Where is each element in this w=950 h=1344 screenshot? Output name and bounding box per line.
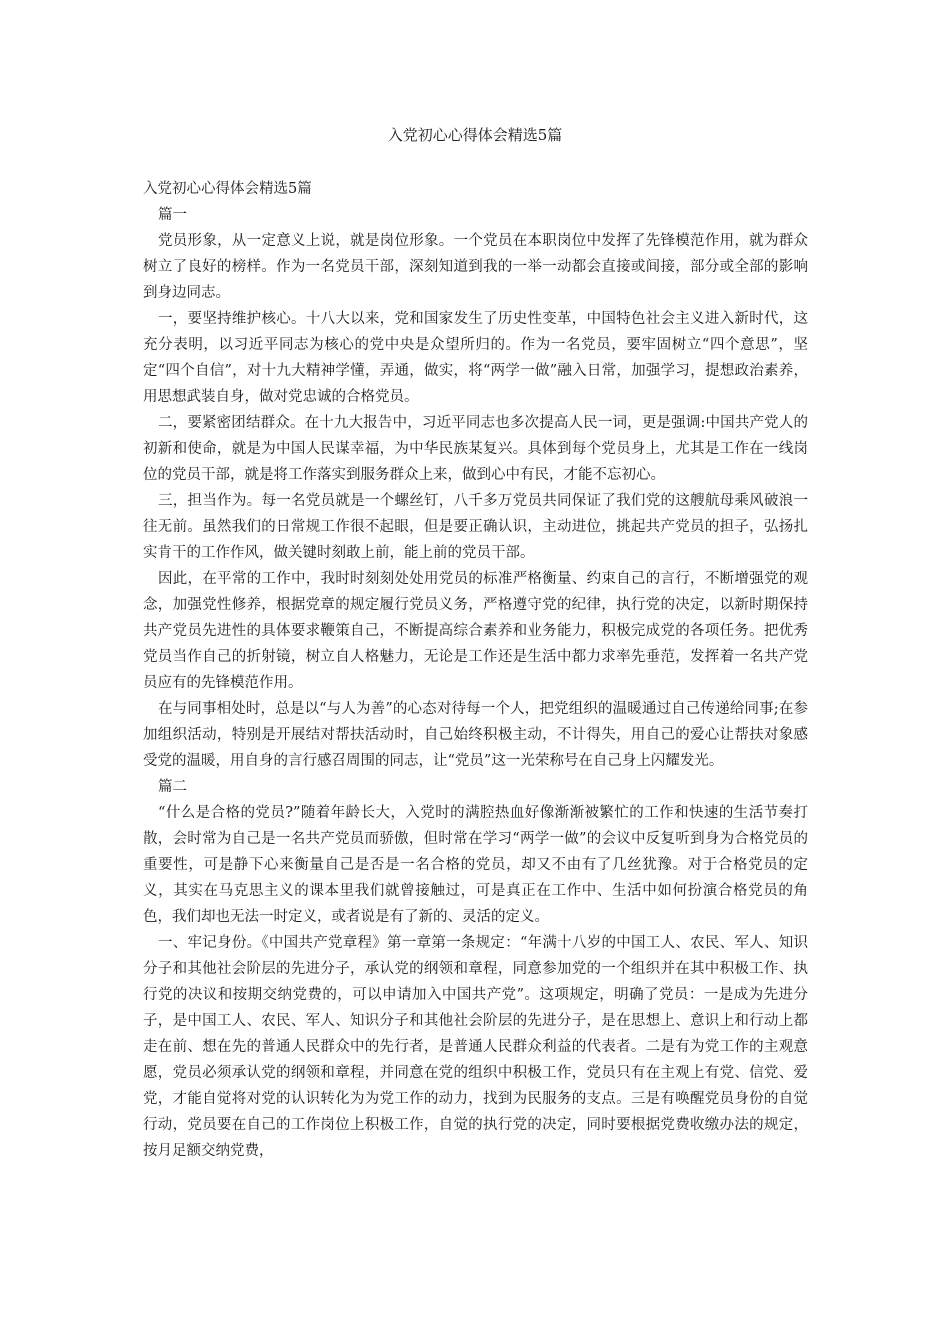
paragraph: 一、牢记身份。《中国共产党章程》第一章第一条规定：“年满十八岁的中国工人、农民、军人、知识分子和其他社会阶层的先进分子，承认党的纲领和章程，同意参加党的一个组织并在其中积极工作、执行党的决议和按期交纳党费的，可以申请加入中国共产党”。这项规定，明确了党员：一是成为先进分子，是中国工人、农民、军人、知识分子和其他社会阶层的先进分子，是在思想上、意识上和行动上都走在前、想在先的普通人民群众中的先行者，是普通人民群众利益的代表者。二是有为党工作的主观意愿，党员必须承认党的纲领和章程，并同意在党的组织中积极工作，党员只有在主观上有党、信党、爱党，才能自觉将对党的认识转化为为党工作的动力，找到为民服务的支点。三是有唤醒党员身份的自觉行动，党员要在自己的工作岗位上积极工作，自觉的执行党的决定，同时要根据党费收缴办法的规定，按月足额交纳党费， (143, 935, 808, 1159)
section-heading: 篇二 (158, 779, 187, 795)
document-body (143, 176, 808, 1164)
paragraph: “什么是合格的党员?”随着年龄长大，入党时的满腔热血好像渐渐被繁忙的工作和快速的生活节奏打散，会时常为自己是一名共产党员而骄傲，但时常在学习“两学一做”的会议中反复听到身为合格党员的重要性，可是静下心来衡量自己是否是一名合格的党员，却又不由有了几丝犹豫。对于合格党员的定义，其实在马克思主义的课本里我们就曾接触过，可是真正在工作中、生活中如何扮演合格党员的角色，我们却也无法一时定义，或者说是有了新的、灵活的定义。 (143, 805, 808, 925)
paragraph: 二，要紧密团结群众。在十九大报告中，习近平同志也多次提高人民一词，更是强调:中国共产党人的初新和使命，就是为中国人民谋幸福，为中华民族某复兴。具体到每个党员身上，尤其是工作在一线岗位的党员干部，就是将工作落实到服务群众上来，做到心中有民，才能不忘初心。 (143, 415, 808, 483)
paragraph: 三，担当作为。每一名党员就是一个螺丝钉，八千多万党员共同保证了我们党的这艘航母乘风破浪一往无前。虽然我们的日常规工作很不起眼，但是要正确认识，主动进位，挑起共产党员的担子，弘扬扎实肯干的工作作风，做关键时刻敢上前，能上前的党员干部。 (143, 493, 808, 561)
section-heading: 篇一 (158, 207, 187, 223)
paragraph: 一，要坚持维护核心。十八大以来，党和国家发生了历史性变革，中国特色社会主义进入新时代，这充分表明，以习近平同志为核心的党中央是众望所归的。作为一名党员，要牢固树立“四个意思”，坚定“四个自信”，对十九大精神学懂，弄通，做实，将“两学一做”融入日常，加强学习，提想政治素养，用思想武装自身，做对党忠诚的合格党员。 (143, 311, 808, 405)
document-title: 入党初心心得体会精选5篇 (387, 126, 563, 144)
document-subtitle: 入党初心心得体会精选5篇 (143, 181, 312, 197)
paragraph: 党员形象，从一定意义上说，就是岗位形象。一个党员在本职岗位中发挥了先锋模范作用，就为群众树立了良好的榜样。作为一名党员干部，深刻知道到我的一举一动都会直接或间接，部分或全部的影响到身边同志。 (143, 233, 808, 301)
paragraph: 因此，在平常的工作中，我时时刻刻处处用党员的标准严格衡量、约束自己的言行，不断增强党的观念，加强党性修养，根据党章的规定履行党员义务，严格遵守党的纪律，执行党的决定，以新时期保持共产党员先进性的具体要求鞭策自己，不断提高综合素养和业务能力，积极完成党的各项任务。把优秀党员当作自己的折射镜，树立自人格魅力，无论是工作还是生活中都力求率先垂范，发挥着一名共产党员应有的先锋模范作用。 (143, 571, 808, 691)
paragraph: 在与同事相处时，总是以“与人为善”的心态对待每一个人，把党组织的温暖通过自己传递给同事;在参加组织活动，特别是开展结对帮扶活动时，自己始终积极主动，不计得失，用自己的爱心让帮扶对象感受党的温暖，用自身的言行感召周围的同志，让“党员”这一光荣称号在自己身上闪耀发光。 (143, 701, 808, 769)
